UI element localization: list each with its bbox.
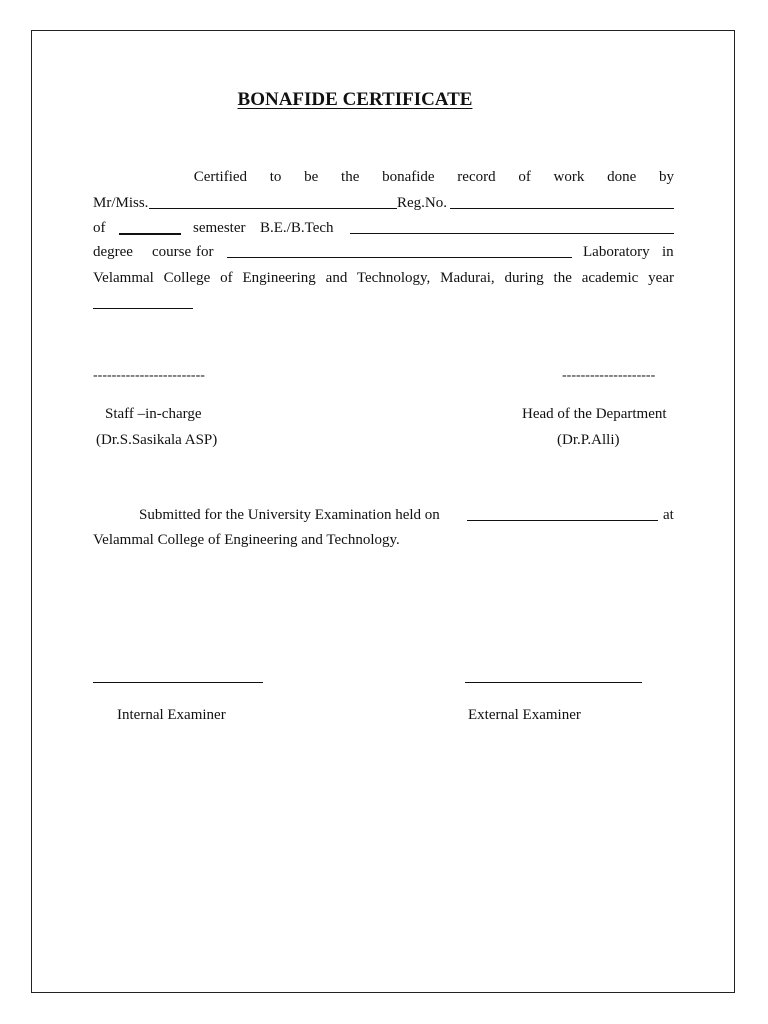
staff-name: (Dr.S.Sasikala ASP) [96,432,218,448]
branch-blank[interactable] [350,233,674,234]
of-label: of [93,220,106,236]
reg-no-blank[interactable] [450,208,674,209]
staff-role: Staff –in-charge [105,406,202,422]
word-be: be [304,169,319,185]
word-work: work [553,169,585,185]
submission-at: at [663,507,674,523]
hod-role: Head of the Department [522,406,667,422]
name-label: Mr/Miss. [93,195,149,211]
in-word: in [662,244,674,260]
submission-text: Submitted for the University Examination held on [139,507,440,523]
word-by: by [658,169,674,185]
certificate-title: BONAFIDE CERTIFICATE [237,89,473,110]
external-examiner-label: External Examiner [468,707,581,723]
hod-signature-line: -------------------- [562,368,656,383]
internal-examiner-label: Internal Examiner [117,707,226,723]
hod-name: (Dr.P.Alli) [557,432,620,448]
laboratory-word: Laboratory [583,244,650,260]
staff-signature-line: ------------------------ [93,368,205,383]
word-bonafide: bonafide [382,169,435,185]
degree-label: B.E./B.Tech [260,220,334,236]
for-word: for [196,244,214,260]
name-blank[interactable] [149,208,397,209]
word-certified: Certified [193,169,248,185]
internal-examiner-signature[interactable] [93,682,263,683]
reg-no-label: Reg.No. [397,195,447,211]
exam-date-blank[interactable] [467,520,658,521]
word-record: record [457,169,496,185]
laboratory-blank[interactable] [227,257,572,258]
external-examiner-signature[interactable] [465,682,642,683]
word-the: the [341,169,360,185]
course-word: course [152,244,192,260]
word-done: done [607,169,637,185]
academic-year-blank[interactable] [93,308,193,309]
college-line: Velammal College of Engineering and Technology, Madurai, during the academic year [93,270,674,286]
certified-line [93,168,674,186]
degree-word: degree [93,244,133,260]
semester-label: semester [193,220,246,236]
submission-college: Velammal College of Engineering and Technology. [93,532,400,548]
word-of: of [518,169,531,185]
word-to: to [269,169,282,185]
semester-blank[interactable] [119,233,181,235]
